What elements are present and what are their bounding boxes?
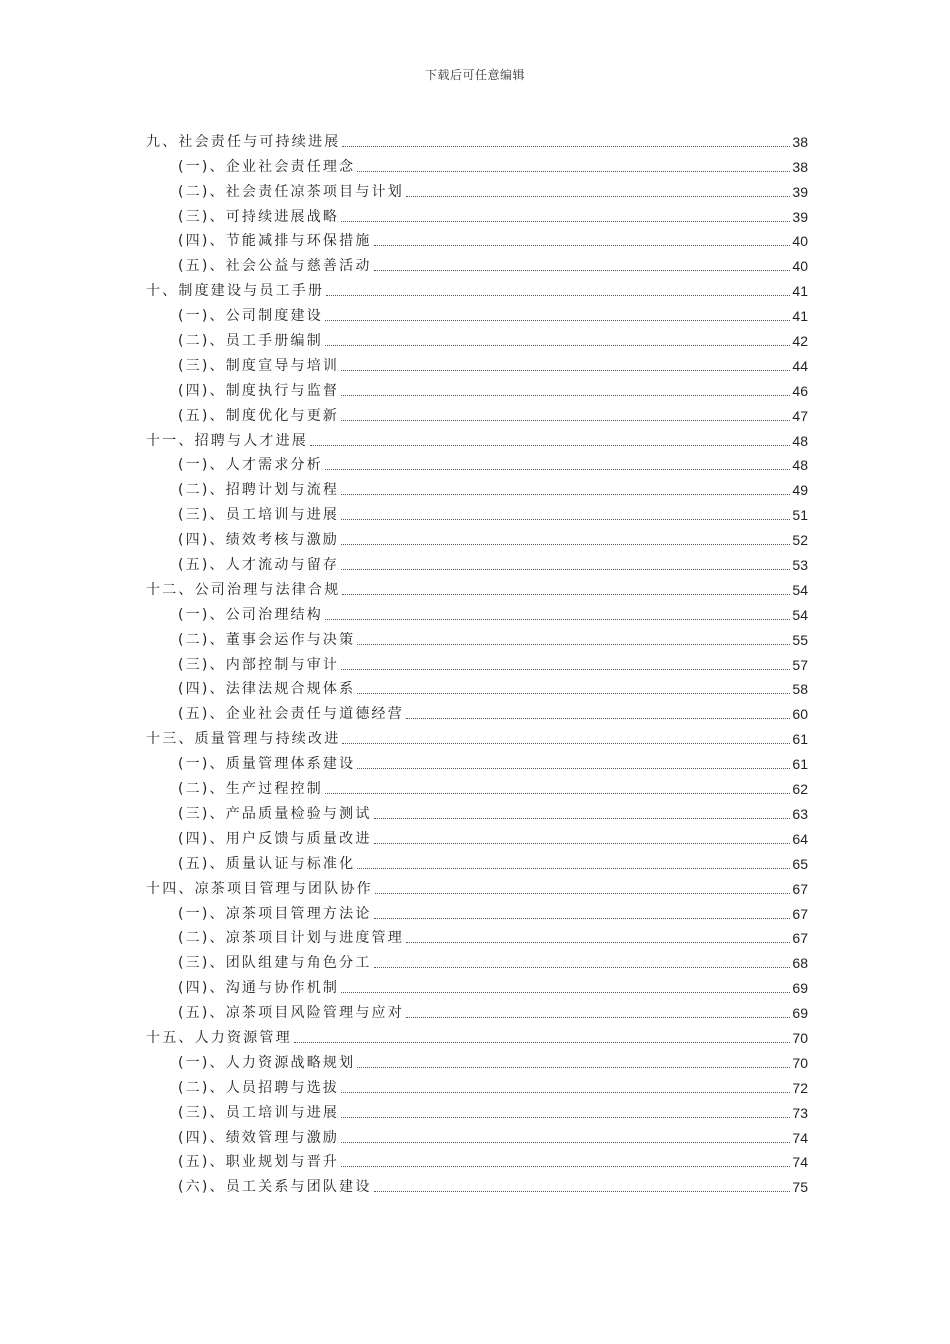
toc-section-entry[interactable] xyxy=(146,151,808,176)
toc-dot-leader xyxy=(406,196,790,197)
toc-dot-leader xyxy=(374,818,791,819)
toc-section-entry[interactable] xyxy=(146,1122,808,1147)
toc-entry-title: (五)、企业社会责任与道德经营 xyxy=(178,706,404,723)
toc-section-entry[interactable] xyxy=(146,375,808,400)
toc-page-number: 48 xyxy=(792,457,808,474)
toc-dot-leader xyxy=(357,693,790,694)
toc-page-number: 41 xyxy=(792,283,808,300)
toc-page-number: 40 xyxy=(792,233,808,250)
toc-entry-title: 十四、凉茶项目管理与团队协作 xyxy=(146,880,373,897)
toc-section-entry[interactable] xyxy=(146,947,808,972)
toc-page-number: 47 xyxy=(792,407,808,424)
toc-entry-title: (一)、人力资源战略规划 xyxy=(178,1054,356,1071)
toc-entry-title: 十、制度建设与员工手册 xyxy=(146,283,325,300)
toc-dot-leader xyxy=(325,345,790,346)
toc-page-number: 51 xyxy=(792,507,808,524)
toc-page-number: 67 xyxy=(792,905,808,922)
toc-section-entry[interactable] xyxy=(146,300,808,325)
toc-page-number: 61 xyxy=(792,756,808,773)
toc-entry-title: (四)、沟通与协作机制 xyxy=(178,980,340,997)
toc-entry-title: 十二、公司治理与法律合规 xyxy=(146,581,341,598)
toc-page-number: 69 xyxy=(792,980,808,997)
toc-entry-title: (五)、质量认证与标准化 xyxy=(178,855,356,872)
toc-section-entry[interactable] xyxy=(146,624,808,649)
toc-dot-leader xyxy=(341,370,790,371)
toc-entry-title: (三)、团队组建与角色分工 xyxy=(178,955,372,972)
toc-section-entry[interactable] xyxy=(146,549,808,574)
toc-entry-title: (三)、员工培训与进展 xyxy=(178,507,340,524)
toc-dot-leader xyxy=(326,295,790,296)
toc-entry-title: (五)、人才流动与留存 xyxy=(178,557,340,574)
toc-entry-title: (二)、招聘计划与流程 xyxy=(178,482,340,499)
toc-dot-leader xyxy=(374,843,791,844)
toc-chapter-entry[interactable] xyxy=(146,275,808,300)
toc-page-number: 55 xyxy=(792,631,808,648)
toc-entry-title: (四)、绩效考核与激励 xyxy=(178,532,340,549)
toc-page-number: 69 xyxy=(792,1005,808,1022)
toc-dot-leader xyxy=(325,320,790,321)
toc-section-entry[interactable] xyxy=(146,474,808,499)
toc-entry-title: (五)、凉茶项目风险管理与应对 xyxy=(178,1005,404,1022)
toc-entry-title: (五)、职业规划与晋升 xyxy=(178,1154,340,1171)
toc-page-number: 75 xyxy=(792,1179,808,1196)
toc-page-number: 74 xyxy=(792,1154,808,1171)
toc-page-number: 39 xyxy=(792,208,808,225)
toc-entry-title: 十一、招聘与人才进展 xyxy=(146,432,308,449)
toc-dot-leader xyxy=(341,1117,790,1118)
toc-chapter-entry[interactable] xyxy=(146,1022,808,1047)
toc-page-number: 38 xyxy=(792,133,808,150)
toc-section-entry[interactable] xyxy=(146,226,808,251)
toc-dot-leader xyxy=(342,594,790,595)
toc-dot-leader xyxy=(406,718,790,719)
toc-dot-leader xyxy=(294,1042,791,1043)
toc-section-entry[interactable] xyxy=(146,798,808,823)
toc-page-number: 72 xyxy=(792,1079,808,1096)
toc-dot-leader xyxy=(341,1092,790,1093)
toc-page-number: 63 xyxy=(792,805,808,822)
toc-dot-leader xyxy=(406,942,790,943)
toc-entry-title: (三)、可持续进展战略 xyxy=(178,208,340,225)
toc-section-entry[interactable] xyxy=(146,773,808,798)
toc-entry-title: (二)、人员招聘与选拔 xyxy=(178,1079,340,1096)
toc-entry-title: (五)、制度优化与更新 xyxy=(178,407,340,424)
toc-page-number: 38 xyxy=(792,158,808,175)
toc-chapter-entry[interactable] xyxy=(146,574,808,599)
toc-entry-title: (二)、员工手册编制 xyxy=(178,333,323,350)
toc-section-entry[interactable] xyxy=(146,698,808,723)
toc-dot-leader xyxy=(325,619,790,620)
toc-section-entry[interactable] xyxy=(146,823,808,848)
toc-section-entry[interactable] xyxy=(146,400,808,425)
toc-dot-leader xyxy=(341,494,790,495)
toc-dot-leader xyxy=(342,146,790,147)
toc-dot-leader xyxy=(357,171,790,172)
toc-dot-leader xyxy=(341,569,790,570)
toc-entry-title: 十五、人力资源管理 xyxy=(146,1029,292,1046)
toc-entry-title: (一)、公司治理结构 xyxy=(178,606,323,623)
toc-dot-leader xyxy=(357,1067,790,1068)
toc-dot-leader xyxy=(341,395,790,396)
toc-entry-title: (二)、董事会运作与决策 xyxy=(178,631,356,648)
toc-dot-leader xyxy=(341,1166,790,1167)
toc-entry-title: (六)、员工关系与团队建设 xyxy=(178,1179,372,1196)
toc-section-entry[interactable] xyxy=(146,848,808,873)
toc-page-number: 58 xyxy=(792,681,808,698)
toc-section-entry[interactable] xyxy=(146,176,808,201)
toc-entry-title: (一)、公司制度建设 xyxy=(178,308,323,325)
toc-section-entry[interactable] xyxy=(146,1147,808,1172)
toc-page-number: 40 xyxy=(792,258,808,275)
toc-dot-leader xyxy=(374,270,791,271)
toc-entry-title: (一)、人才需求分析 xyxy=(178,457,323,474)
toc-dot-leader xyxy=(341,221,790,222)
toc-entry-title: (四)、制度执行与监督 xyxy=(178,382,340,399)
toc-entry-title: (三)、制度宣导与培训 xyxy=(178,357,340,374)
toc-page-number: 42 xyxy=(792,333,808,350)
toc-page-number: 53 xyxy=(792,557,808,574)
toc-entry-title: (四)、用户反馈与质量改进 xyxy=(178,830,372,847)
toc-page-number: 62 xyxy=(792,781,808,798)
toc-chapter-entry[interactable] xyxy=(146,126,808,151)
toc-chapter-entry[interactable] xyxy=(146,425,808,450)
toc-dot-leader xyxy=(374,1191,791,1192)
toc-dot-leader xyxy=(374,967,791,968)
toc-section-entry[interactable] xyxy=(146,997,808,1022)
toc-page-number: 60 xyxy=(792,706,808,723)
toc-section-entry[interactable] xyxy=(146,524,808,549)
toc-page-number: 48 xyxy=(792,432,808,449)
toc-dot-leader xyxy=(325,793,790,794)
toc-section-entry[interactable] xyxy=(146,250,808,275)
toc-entry-title: (四)、法律法规合规体系 xyxy=(178,681,356,698)
toc-dot-leader xyxy=(310,445,790,446)
toc-page-number: 65 xyxy=(792,855,808,872)
toc-dot-leader xyxy=(341,1142,790,1143)
toc-dot-leader xyxy=(375,893,791,894)
toc-section-entry[interactable] xyxy=(146,923,808,948)
toc-page-number: 57 xyxy=(792,656,808,673)
toc-section-entry[interactable] xyxy=(146,972,808,997)
toc-entry-title: (三)、员工培训与进展 xyxy=(178,1104,340,1121)
toc-page-number: 41 xyxy=(792,308,808,325)
toc-page-number: 67 xyxy=(792,930,808,947)
toc-page-number: 61 xyxy=(792,731,808,748)
toc-entry-title: (二)、凉茶项目计划与进度管理 xyxy=(178,930,404,947)
toc-page-number: 68 xyxy=(792,955,808,972)
toc-dot-leader xyxy=(406,1017,790,1018)
toc-section-entry[interactable] xyxy=(146,674,808,699)
toc-page-number: 46 xyxy=(792,382,808,399)
toc-dot-leader xyxy=(325,469,790,470)
toc-entry-title: (一)、质量管理体系建设 xyxy=(178,756,356,773)
toc-page-number: 54 xyxy=(792,606,808,623)
toc-section-entry[interactable] xyxy=(146,1097,808,1122)
toc-entry-title: (三)、内部控制与审计 xyxy=(178,656,340,673)
toc-entry-title: (三)、产品质量检验与测试 xyxy=(178,805,372,822)
toc-page-number: 39 xyxy=(792,183,808,200)
toc-dot-leader xyxy=(357,768,790,769)
toc-dot-leader xyxy=(341,420,790,421)
toc-section-entry[interactable] xyxy=(146,499,808,524)
toc-page-number: 44 xyxy=(792,357,808,374)
toc-dot-leader xyxy=(357,644,790,645)
toc-page-number: 70 xyxy=(792,1029,808,1046)
toc-section-entry[interactable] xyxy=(146,748,808,773)
toc-dot-leader xyxy=(342,743,790,744)
toc-page-number: 49 xyxy=(792,482,808,499)
toc-page-number: 64 xyxy=(792,830,808,847)
toc-entry-title: (二)、生产过程控制 xyxy=(178,781,323,798)
page-header: 下载后可任意编辑 xyxy=(424,68,525,82)
toc-section-entry[interactable] xyxy=(146,450,808,475)
toc-page-number: 74 xyxy=(792,1129,808,1146)
toc-chapter-entry[interactable] xyxy=(146,873,808,898)
toc-section-entry[interactable] xyxy=(146,1171,808,1196)
toc-section-entry[interactable] xyxy=(146,1072,808,1097)
toc-page-number: 54 xyxy=(792,581,808,598)
toc-dot-leader xyxy=(357,868,790,869)
toc-dot-leader xyxy=(374,245,791,246)
toc-section-entry[interactable] xyxy=(146,898,808,923)
toc-section-entry[interactable] xyxy=(146,325,808,350)
toc-section-entry[interactable] xyxy=(146,1047,808,1072)
toc-dot-leader xyxy=(341,519,790,520)
table-of-contents xyxy=(146,126,808,1196)
toc-dot-leader xyxy=(374,918,791,919)
toc-section-entry[interactable] xyxy=(146,599,808,624)
toc-entry-title: (四)、节能减排与环保措施 xyxy=(178,233,372,250)
toc-page-number: 52 xyxy=(792,532,808,549)
toc-page-number: 67 xyxy=(792,880,808,897)
toc-entry-title: (四)、绩效管理与激励 xyxy=(178,1129,340,1146)
toc-section-entry[interactable] xyxy=(146,350,808,375)
toc-entry-title: (五)、社会公益与慈善活动 xyxy=(178,258,372,275)
toc-section-entry[interactable] xyxy=(146,649,808,674)
toc-entry-title: (一)、凉茶项目管理方法论 xyxy=(178,905,372,922)
toc-dot-leader xyxy=(341,669,790,670)
toc-chapter-entry[interactable] xyxy=(146,723,808,748)
toc-section-entry[interactable] xyxy=(146,201,808,226)
toc-entry-title: 九、社会责任与可持续进展 xyxy=(146,133,341,150)
toc-entry-title: 十三、质量管理与持续改进 xyxy=(146,731,341,748)
toc-entry-title: (二)、社会责任凉茶项目与计划 xyxy=(178,183,404,200)
toc-page-number: 73 xyxy=(792,1104,808,1121)
toc-page-number: 70 xyxy=(792,1054,808,1071)
toc-entry-title: (一)、企业社会责任理念 xyxy=(178,158,356,175)
toc-dot-leader xyxy=(341,544,790,545)
toc-dot-leader xyxy=(341,992,790,993)
